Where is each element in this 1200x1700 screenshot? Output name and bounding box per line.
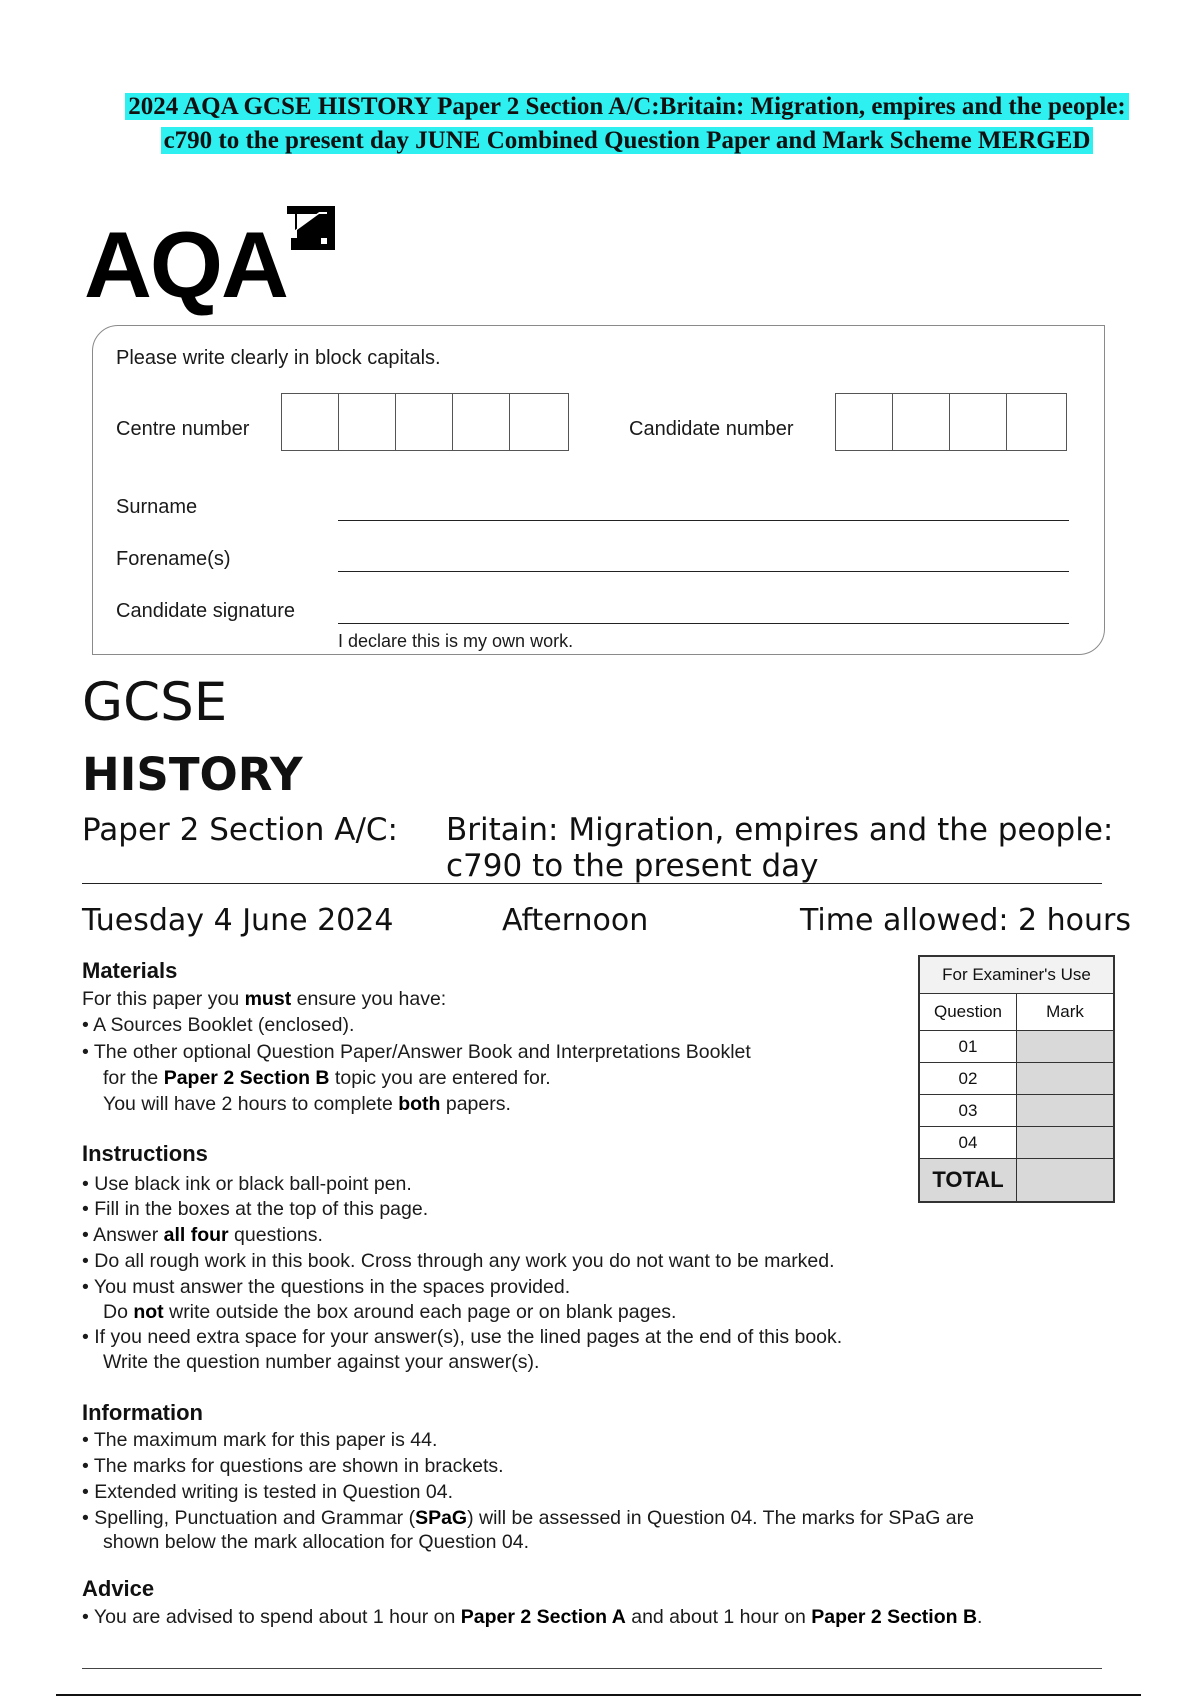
exam-session: Afternoon bbox=[502, 903, 649, 938]
centre-number-cell[interactable] bbox=[453, 394, 510, 450]
banner-line-2: c790 to the present day JUNE Combined Question Paper and Mark Scheme MERGED bbox=[161, 127, 1094, 154]
information-item: • Extended writing is tested in Question 04. bbox=[82, 1481, 454, 1503]
instruction-item: • If you need extra space for your answer(s), use the lined pages at the end of this book. bbox=[82, 1326, 843, 1348]
declaration-text: I declare this is my own work. bbox=[338, 631, 574, 651]
advice-heading: Advice bbox=[82, 1576, 155, 1601]
instruction-item: • You must answer the questions in the spaces provided. bbox=[82, 1276, 571, 1298]
signature-field[interactable] bbox=[338, 623, 1069, 624]
mark-column-header: Mark bbox=[1017, 994, 1115, 1031]
aqa-logo bbox=[84, 200, 287, 317]
materials-item: • The other optional Question Paper/Answer Book and Interpretations Booklet bbox=[82, 1041, 751, 1063]
centre-number-label: Centre number bbox=[116, 418, 250, 440]
question-number: 02 bbox=[919, 1063, 1017, 1095]
information-item: • The maximum mark for this paper is 44. bbox=[82, 1429, 438, 1451]
total-mark-cell[interactable] bbox=[1017, 1159, 1115, 1203]
topic-title bbox=[446, 812, 1113, 884]
document-banner bbox=[92, 90, 1162, 158]
banner-line-1: 2024 AQA GCSE HISTORY Paper 2 Section A/C:Britain: Migration, empires and the people: bbox=[125, 93, 1129, 120]
materials-item: • A Sources Booklet (enclosed). bbox=[82, 1014, 355, 1036]
mark-cell[interactable] bbox=[1017, 1031, 1115, 1063]
candidate-number-cell[interactable] bbox=[893, 394, 950, 450]
question-number: 03 bbox=[919, 1095, 1017, 1127]
instruction-item-continued: Do not write outside the box around each page or on blank pages. bbox=[103, 1301, 677, 1323]
examiner-table-title: For Examiner's Use bbox=[919, 956, 1114, 994]
surname-label: Surname bbox=[116, 496, 198, 518]
instruction-item: • Answer all four questions. bbox=[82, 1224, 323, 1246]
centre-number-cell[interactable] bbox=[339, 394, 396, 450]
candidate-number-cell[interactable] bbox=[950, 394, 1007, 450]
centre-number-field[interactable] bbox=[281, 393, 569, 451]
instruction-item: • Do all rough work in this book. Cross through any work you do not want to be marked. bbox=[82, 1250, 835, 1272]
topic-line-1: Britain: Migration, empires and the people: bbox=[446, 812, 1114, 848]
candidate-number-cell[interactable] bbox=[836, 394, 893, 450]
question-number: 01 bbox=[919, 1031, 1017, 1063]
forenames-label: Forename(s) bbox=[116, 548, 231, 570]
title-divider bbox=[82, 883, 1102, 884]
information-item-continued: shown below the mark allocation for Question 04. bbox=[103, 1531, 529, 1553]
page-bottom-border bbox=[56, 1694, 1141, 1696]
centre-number-cell[interactable] bbox=[282, 394, 339, 450]
signature-label: Candidate signature bbox=[116, 600, 296, 622]
advice-item: • You are advised to spend about 1 hour on Paper 2 Section A and about 1 hour on Paper 2 Section B. bbox=[82, 1606, 983, 1628]
materials-intro: For this paper you must ensure you have: bbox=[82, 988, 447, 1010]
subject-title: HISTORY bbox=[82, 748, 303, 801]
question-column-header: Question bbox=[919, 994, 1017, 1031]
candidate-number-field[interactable] bbox=[835, 393, 1067, 451]
centre-number-cell[interactable] bbox=[510, 394, 567, 450]
materials-heading: Materials bbox=[82, 958, 178, 983]
footer-divider bbox=[82, 1668, 1102, 1669]
information-item: • Spelling, Punctuation and Grammar (SPaG) will be assessed in Question 04. The marks for SPaG are bbox=[82, 1507, 974, 1529]
surname-field[interactable] bbox=[338, 520, 1069, 521]
mark-cell[interactable] bbox=[1017, 1063, 1115, 1095]
instruction-item-continued: Write the question number against your answer(s). bbox=[103, 1351, 540, 1373]
instructions-heading: Instructions bbox=[82, 1141, 208, 1166]
block-capitals-instruction: Please write clearly in block capitals. bbox=[116, 347, 441, 369]
topic-line-2: c790 to the present day bbox=[446, 848, 819, 884]
examiner-use-table bbox=[918, 955, 1115, 1203]
instruction-item: • Fill in the boxes at the top of this page. bbox=[82, 1198, 429, 1220]
candidate-details-box bbox=[92, 325, 1105, 655]
mark-cell[interactable] bbox=[1017, 1095, 1115, 1127]
aqa-logo-text: AQA bbox=[84, 212, 287, 317]
forenames-field[interactable] bbox=[338, 571, 1069, 572]
aqa-logo-mark-icon bbox=[279, 200, 341, 260]
exam-date: Tuesday 4 June 2024 bbox=[82, 903, 394, 938]
paper-title: Paper 2 Section A/C: bbox=[82, 812, 398, 848]
time-allowed: Time allowed: 2 hours bbox=[800, 903, 1132, 938]
information-item: • The marks for questions are shown in brackets. bbox=[82, 1455, 504, 1477]
candidate-number-label: Candidate number bbox=[629, 418, 794, 440]
total-label: TOTAL bbox=[919, 1159, 1017, 1203]
information-heading: Information bbox=[82, 1400, 203, 1425]
materials-item-continued: You will have 2 hours to complete both papers. bbox=[103, 1093, 511, 1115]
qualification-title: GCSE bbox=[82, 672, 228, 733]
materials-item-continued: for the Paper 2 Section B topic you are entered for. bbox=[103, 1067, 551, 1089]
centre-number-cell[interactable] bbox=[396, 394, 453, 450]
mark-cell[interactable] bbox=[1017, 1127, 1115, 1159]
question-number: 04 bbox=[919, 1127, 1017, 1159]
instruction-item: • Use black ink or black ball-point pen. bbox=[82, 1173, 412, 1195]
candidate-number-cell[interactable] bbox=[1007, 394, 1064, 450]
